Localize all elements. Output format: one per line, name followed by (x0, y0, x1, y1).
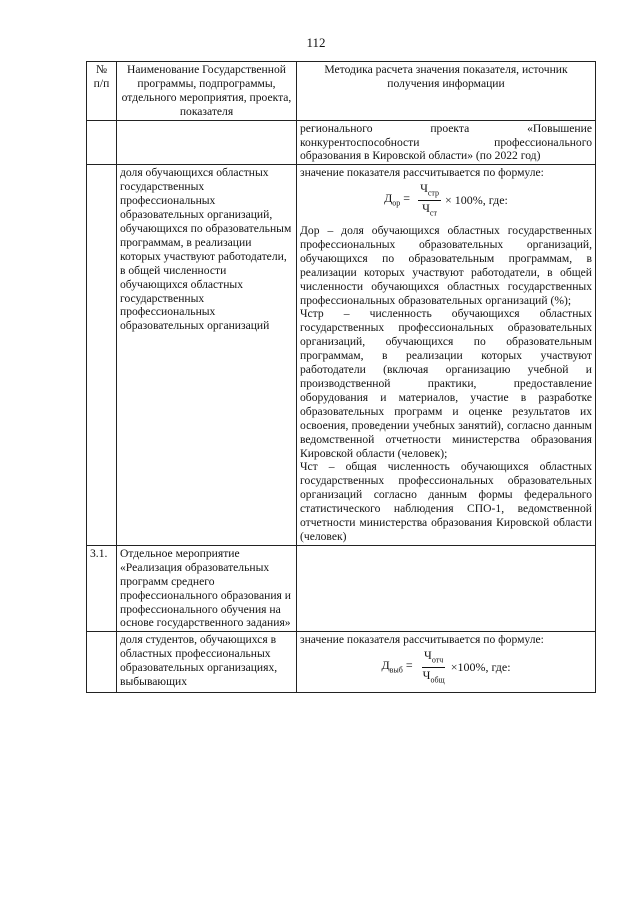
continued-text (297, 120, 596, 165)
continued-line: конкурентоспособности профессионального (300, 135, 592, 149)
indicator-method (297, 165, 596, 546)
table-row (87, 632, 596, 693)
continued-line: регионального проекта «Повышение (300, 121, 592, 135)
indicator-name: доля студентов, обучающихся в областных профессиональных образовательных организациях, выбывающих (117, 632, 297, 693)
formula-intro: значение показателя рассчитывается по формуле: (300, 166, 544, 180)
indicator-method (297, 632, 596, 693)
table-header-row (87, 62, 596, 121)
header-method: Методика расчета значения показателя, источник получения информации (297, 62, 596, 121)
continued-line: образования в Кировской области» (по 2022 год) (300, 149, 541, 163)
formula-intro: значение показателя рассчитывается по формуле: (300, 633, 544, 647)
row-number: 3.1. (87, 545, 117, 631)
definition: Дор – доля обучающихся областных государственных профессиональных образовательных организаций, обучающихся по образовательным программам, в реализации которых участвуют работодатели, в общей численности обучающихся областных государственных профессиональных образовательных организаций (%); (300, 224, 592, 307)
formula: $Д_{выб}$ = $\frac{Ч_{отч}}{Ч_{общ}}$ ×100%, где: (381, 648, 511, 684)
page-number: 112 (306, 35, 326, 50)
formula: $Д_{ор}$ = $\frac{Ч_{стр}}{Ч_{ст}}$ × 100%, где: (384, 181, 508, 218)
table-row (87, 120, 596, 165)
table-row (87, 165, 596, 546)
event-name: Отдельное мероприятие «Реализация образовательных программ среднего профессионального образования и профессионального обучения на основе государственного задания» (117, 545, 297, 631)
definition: Чст – общая численность обучающихся областных государственных профессиональных образовательных организаций согласно данным формы федерального статистического наблюдения СПО-1, ведомственной отчетности министерства образования Кировской области (человек) (300, 460, 592, 543)
table-row (87, 545, 596, 631)
indicator-name: доля обучающихся областных государственных профессиональных образовательных организаций, обучающихся по образовательным программам, в реализации которых участвуют работодатели, в общей численности обучающихся областных государственных профессиональных образовательных организаций (117, 165, 297, 546)
methodology-table (86, 61, 596, 693)
header-number: № п/п (87, 62, 117, 121)
definition: Чстр – численность обучающихся областных государственных профессиональных образовательных организаций, обучающихся по образовательным программам, в реализации которых участвуют работодатели (включая организацию учебной и производственной практики, предоставление оборудования и материалов, участие в разработке образовательных программ и оценке результатов их освоения, проведении учебных занятий), согласно данным ведомственной отчетности министерства образования Кировской области (человек); (300, 307, 592, 460)
header-name: Наименование Государственной программы, подпрограммы, отдельного мероприятия, проекта, показателя (117, 62, 297, 121)
